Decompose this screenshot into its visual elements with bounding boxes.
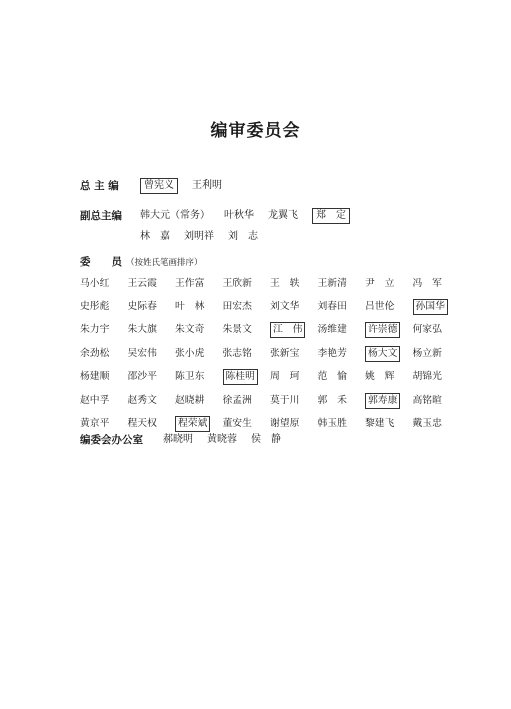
member-cell: [318, 389, 366, 412]
deputy-editor-names-line2: [140, 229, 272, 245]
member-name: 冯 军: [412, 277, 442, 289]
member-name: 陈卫东: [175, 371, 205, 383]
member-name: 余劲松: [80, 347, 110, 359]
member-cell: [413, 295, 461, 318]
member-name: 杨立新: [412, 347, 442, 359]
member-cell: [80, 272, 128, 295]
members-label: [80, 254, 203, 271]
member-name: 范 愉: [317, 371, 347, 383]
member-cell: [365, 295, 413, 318]
member-name: 谢望原: [270, 418, 300, 430]
member-name: 王欣新: [222, 277, 252, 289]
member-name: 黄京平: [80, 418, 110, 430]
member-name: 何家弘: [412, 324, 442, 336]
member-name: 郭 禾: [317, 394, 347, 406]
person-name: 郝晓明: [163, 434, 193, 445]
member-cell: [175, 272, 223, 295]
person-name: 刘 志: [228, 231, 258, 242]
member-name: 邵沙平: [127, 371, 157, 383]
member-cell: [318, 342, 366, 365]
member-name: 尹 立: [365, 277, 395, 289]
member-cell: [80, 319, 128, 342]
member-cell: [270, 295, 318, 318]
deputy-editor-label: 副总主编: [80, 210, 122, 222]
member-cell: [318, 412, 366, 435]
member-name: 李艳芳: [317, 347, 347, 359]
person-name: 叶秋华: [224, 210, 254, 221]
person-name: 黄晓蓉: [207, 434, 237, 445]
member-cell: [223, 342, 271, 365]
member-cell: [270, 342, 318, 365]
member-cell: [365, 412, 413, 435]
member-name: 韩玉胜: [317, 418, 347, 430]
member-name: 许崇德: [365, 322, 400, 338]
member-cell: [128, 272, 176, 295]
member-cell: [80, 295, 128, 318]
chief-editor-names: [140, 178, 236, 194]
member-cell: [128, 366, 176, 389]
member-name: 朱力宇: [80, 324, 110, 336]
person-name: 龙翼飞: [268, 210, 298, 221]
member-name: 江 伟: [270, 322, 305, 338]
member-cell: [223, 295, 271, 318]
member-name: 徐孟洲: [222, 394, 252, 406]
member-cell: [413, 366, 461, 389]
member-name: 刘文华: [270, 301, 300, 313]
person-name: 侯 静: [251, 434, 281, 445]
member-cell: [413, 319, 461, 342]
member-cell: [175, 389, 223, 412]
member-cell: [365, 366, 413, 389]
member-name: 吴宏伟: [127, 347, 157, 359]
member-cell: [318, 272, 366, 295]
member-name: 张新宝: [270, 347, 300, 359]
deputy-editor-names-line1: [140, 208, 364, 224]
member-cell: [413, 272, 461, 295]
member-cell: [175, 342, 223, 365]
member-cell: [270, 319, 318, 342]
member-cell: [80, 366, 128, 389]
member-cell: [413, 389, 461, 412]
members-label-text: 委 员: [80, 256, 122, 268]
member-name: 董安生: [222, 418, 252, 430]
member-cell: [175, 319, 223, 342]
member-cell: [413, 342, 461, 365]
member-name: 程天权: [127, 418, 157, 430]
member-cell: [223, 272, 271, 295]
member-name: 刘春田: [317, 301, 347, 313]
member-cell: [270, 389, 318, 412]
member-name: 陈桂明: [223, 369, 258, 385]
member-name: 赵晓耕: [175, 394, 205, 406]
page-title: 编审委员会: [210, 121, 301, 141]
member-cell: [175, 295, 223, 318]
members-grid: [80, 272, 460, 436]
member-name: 王新清: [317, 277, 347, 289]
member-name: 高铭暄: [412, 394, 442, 406]
member-cell: [223, 389, 271, 412]
member-name: 赵中孚: [80, 394, 110, 406]
member-cell: [365, 389, 413, 412]
member-cell: [270, 366, 318, 389]
member-cell: [80, 342, 128, 365]
member-cell: [318, 295, 366, 318]
member-name: 杨大文: [365, 346, 400, 362]
members-sort-note: （按姓氏笔画排序）: [126, 258, 203, 268]
member-name: 叶 林: [175, 301, 205, 313]
member-name: 郭寿康: [365, 393, 400, 409]
person-name: 郑 定: [312, 208, 350, 224]
member-name: 周 珂: [270, 371, 300, 383]
member-name: 张小虎: [175, 347, 205, 359]
member-name: 田宏杰: [222, 301, 252, 313]
person-name: 刘明祥: [184, 231, 214, 242]
person-name: 林 嘉: [140, 231, 170, 242]
member-name: 朱文奇: [175, 324, 205, 336]
member-name: 程荣斌: [175, 416, 210, 432]
member-cell: [365, 319, 413, 342]
member-cell: [413, 412, 461, 435]
member-cell: [270, 272, 318, 295]
member-cell: [128, 295, 176, 318]
person-name: 韩大元（常务）: [140, 210, 210, 221]
member-name: 杨建顺: [80, 371, 110, 383]
member-name: 张志铭: [222, 347, 252, 359]
member-name: 姚 辉: [365, 371, 395, 383]
member-name: 戴玉忠: [412, 418, 442, 430]
member-name: 史际春: [127, 301, 157, 313]
member-name: 胡锦光: [412, 371, 442, 383]
member-name: 赵秀文: [127, 394, 157, 406]
member-cell: [365, 272, 413, 295]
member-name: 黎建飞: [365, 418, 395, 430]
person-name: 王利明: [192, 180, 222, 191]
person-name: 曾宪义: [140, 178, 178, 194]
chief-editor-label: 总 主 编: [80, 180, 119, 192]
member-name: 王作富: [175, 277, 205, 289]
member-cell: [365, 342, 413, 365]
member-cell: [80, 389, 128, 412]
member-name: 史彤彪: [80, 301, 110, 313]
member-name: 汤维建: [317, 324, 347, 336]
member-name: 马小红: [80, 277, 110, 289]
member-name: 莫于川: [270, 394, 300, 406]
member-cell: [128, 319, 176, 342]
member-cell: [128, 342, 176, 365]
member-name: 王 轶: [270, 277, 300, 289]
member-cell: [175, 366, 223, 389]
member-cell: [128, 389, 176, 412]
member-cell: [318, 319, 366, 342]
office-label: 编委会办公室: [80, 434, 143, 446]
member-name: 孙国华: [413, 299, 448, 315]
member-name: 吕世伦: [365, 301, 395, 313]
member-cell: [223, 366, 271, 389]
member-name: 王云霞: [127, 277, 157, 289]
member-name: 朱景文: [222, 324, 252, 336]
member-cell: [223, 319, 271, 342]
member-cell: [318, 366, 366, 389]
office-names: [163, 432, 295, 448]
member-name: 朱大旗: [127, 324, 157, 336]
